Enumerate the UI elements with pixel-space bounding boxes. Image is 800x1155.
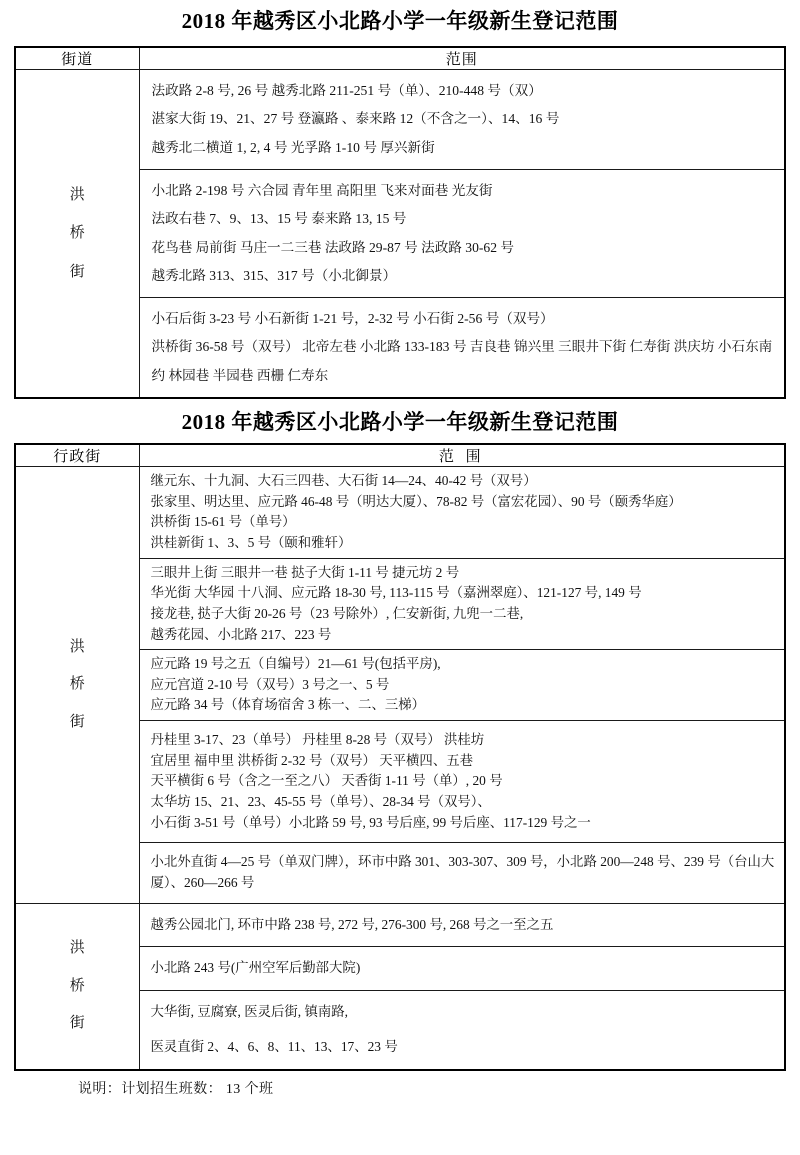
- street-char-3: 街: [69, 713, 85, 730]
- street-char-2: 桥: [69, 676, 85, 693]
- range-line: 法政右巷 7、9、13、15 号 泰来路 13, 15 号: [151, 211, 407, 227]
- street-char-1: 洪: [69, 187, 85, 204]
- range-line: 洪桥街 36-58 号（双号） 北帝左巷 小北路 133-183 号 吉良巷 锦兴里 三眼井下街 仁寿街 洪庆坊 小石东南约 林园巷 半园巷 西栅 仁寿东: [151, 339, 773, 383]
- section2-title: 2018 年越秀区小北路小学一年级新生登记范围: [181, 409, 619, 434]
- range-line: 小北路 243 号(广州空军后勤部大院): [150, 960, 361, 976]
- range-line: 小石街 3-51 号（单号）小北路 59 号, 93 号后座, 99 号后座、117-129 号之一: [150, 814, 591, 830]
- street-char-2: 桥: [69, 225, 85, 242]
- range-line: 法政路 2-8 号, 26 号 越秀北路 211-251 号（单）、210-448 号（双）: [151, 83, 542, 99]
- range-line: 小石后街 3-23 号 小石新街 1-21 号，2-32 号 小石街 2-56 号（双号）: [151, 311, 554, 327]
- range-line: 继元东、十九洞、大石三四巷、大石街 14—24、40-42 号（双号）: [150, 473, 537, 489]
- table2-range-cell-7: [139, 947, 785, 991]
- table2-street-cell-bottom: [15, 903, 139, 1070]
- footnote-admission-classes: 说明：计划招生班数： 13 个班: [78, 1081, 274, 1097]
- range-line: 宜居里 福申里 洪桥街 2-32 号（双号） 天平横四、五巷: [150, 752, 473, 768]
- street-char-1: 洪: [69, 638, 85, 655]
- table2-range-cell-4: [139, 721, 785, 843]
- range-line: 张家里、明达里、应元路 46-48 号（明达大厦）、78-82 号（富宏花园）、90 号（颐秀华庭）: [150, 493, 682, 509]
- range-line: 小北路 2-198 号 六合园 青年里 高阳里 飞来对面巷 光友街: [151, 182, 493, 198]
- range-line: 接龙巷, 挞子大街 20-26 号（23 号除外）, 仁安新街, 九兜一二巷,: [150, 605, 524, 621]
- table1-street-cell: [15, 70, 139, 398]
- range-line: 大华街, 豆腐寮, 医灵后街, 镇南路,: [150, 1004, 349, 1020]
- table2-range-cell-3: [139, 650, 785, 721]
- street-char-3: 街: [69, 263, 85, 280]
- range-line: 花鸟巷 局前街 马庄一二三巷 法政路 29-87 号 法政路 30-62 号: [151, 239, 514, 255]
- range-line: 三眼井上街 三眼井一巷 挞子大街 1-11 号 捷元坊 2 号: [150, 564, 460, 580]
- range-line: 越秀北二横道 1, 2, 4 号 光孚路 1-10 号 厚兴新街: [151, 139, 435, 155]
- table2-range-cell-6: [139, 903, 785, 947]
- street-char-2: 桥: [69, 977, 85, 994]
- table2-range-cell-2: [139, 558, 785, 650]
- table-row: [15, 467, 785, 559]
- range-line: 应元宫道 2-10 号（双号）3 号之一、5 号: [150, 676, 390, 692]
- table1-range-cell-3: [139, 298, 785, 398]
- range-line: 小北外直街 4—25 号（单双门牌），环市中路 301、303-307、309 号，小北路 200—248 号、239 号（台山大厦）、260—266 号: [150, 854, 775, 890]
- table1-range-cell-1: [139, 70, 785, 170]
- table1-header-row: [15, 47, 785, 70]
- range-line: 天平横街 6 号（含之一至之八） 天香街 1-11 号（单）, 20 号: [150, 773, 503, 789]
- range-line: 洪桂新街 1、3、5 号（颐和雅轩）: [150, 534, 352, 550]
- table-row: [15, 903, 785, 947]
- range-line: 太华坊 15、21、23、45-55 号（单号）、28-34 号（双号）、: [150, 794, 491, 809]
- range-line: 应元路 34 号（体育场宿舍 3 栋一、二、三梯）: [150, 697, 426, 713]
- table2-range-cell-5: [139, 843, 785, 903]
- range-line: 湛家大街 19、21、27 号 登瀛路 、泰来路 12（不含之一）、14、16 号: [151, 111, 560, 127]
- table2-header-row: [15, 444, 785, 467]
- street-char-1: 洪: [69, 940, 85, 956]
- range-line: 洪桥街 15-61 号（单号）: [150, 514, 296, 530]
- table2-header-range: 范 围: [139, 444, 785, 467]
- table1-range-cell-2: [139, 169, 785, 297]
- table2-range-cell-8: [139, 991, 785, 1070]
- range-line: 越秀公园北门, 环市中路 238 号, 272 号, 276-300 号, 268 号之一至之五: [150, 916, 554, 932]
- table-row: [15, 70, 785, 170]
- street-char-3: 街: [69, 1015, 85, 1031]
- table1-header-range: 范围: [139, 47, 785, 70]
- range-line: 华光街 大华园 十八洞、应元路 18-30 号, 113-115 号（嘉洲翠庭）、121-127 号, 149 号: [150, 585, 642, 601]
- table2-street-cell-top: [15, 467, 139, 904]
- enrollment-table-1: [14, 46, 786, 399]
- section1-title: 2018 年越秀区小北路小学一年级新生登记范围: [181, 9, 619, 33]
- enrollment-table-2: [14, 443, 786, 1071]
- range-line: 医灵直街 2、4、6、8、11、13、17、23 号: [150, 1039, 398, 1055]
- range-line: 丹桂里 3-17、23（单号） 丹桂里 8-28 号（双号） 洪桂坊: [150, 732, 485, 748]
- table2-header-street: 行政街: [15, 444, 139, 467]
- range-line: 越秀花园、小北路 217、223 号: [150, 626, 332, 642]
- table1-header-street: 街道: [15, 47, 139, 70]
- range-line: 应元路 19 号之五（自编号）21—61 号(包括平房),: [150, 656, 441, 672]
- range-line: 越秀北路 313、315、317 号（小北御景）: [151, 267, 397, 283]
- table2-range-cell-1: [139, 467, 785, 559]
